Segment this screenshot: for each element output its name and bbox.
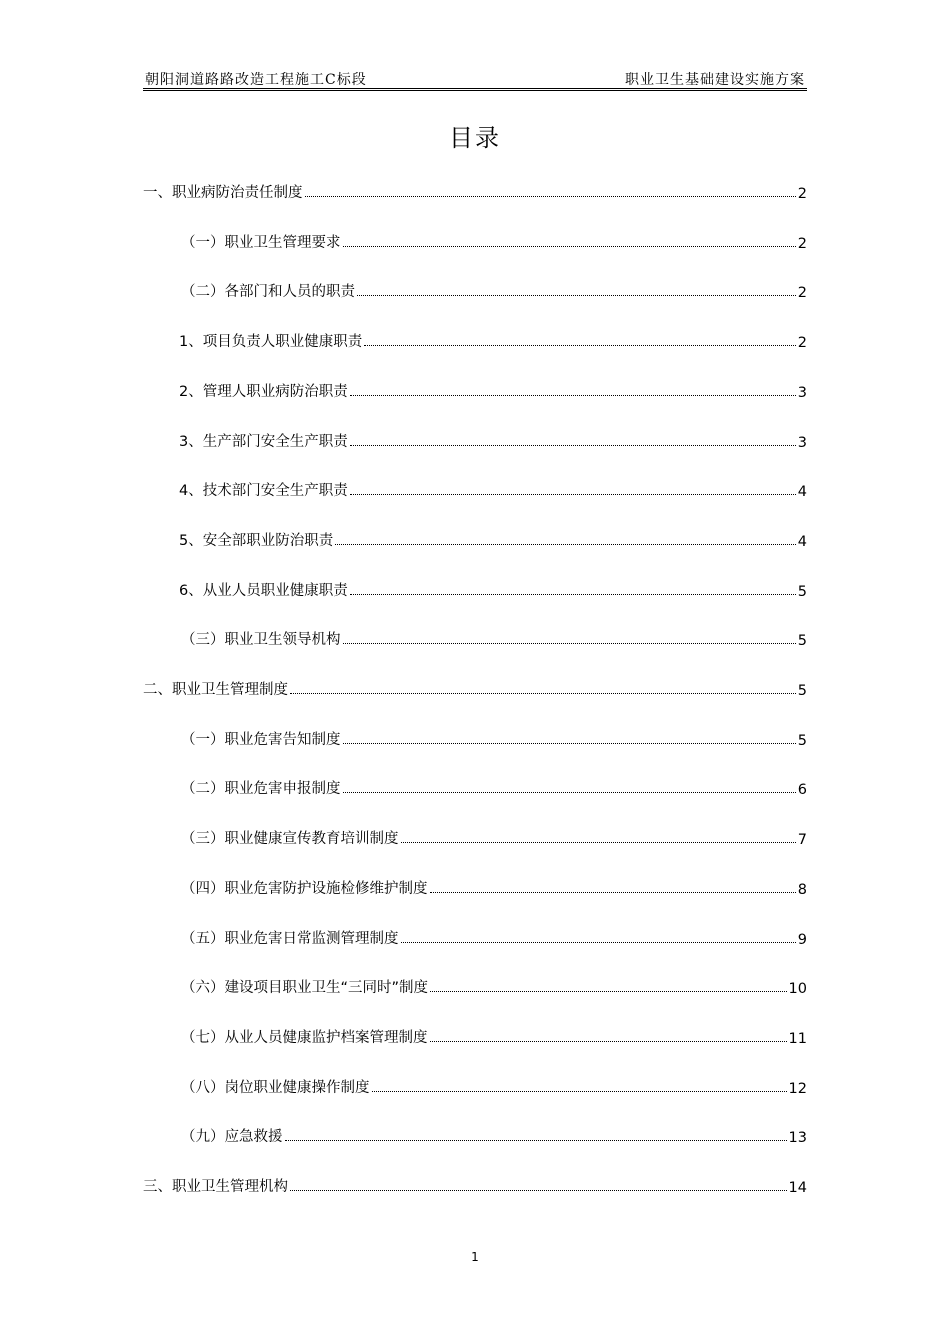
toc-dot-leader [343, 643, 796, 644]
toc-entry-title: （一）职业卫生管理要求 [181, 234, 341, 251]
header-project-name: 朝阳洞道路路改造工程施工C标段 [145, 72, 367, 88]
toc-entry[interactable] [143, 1067, 807, 1097]
toc-entry-title: 1、项目负责人职业健康职责 [179, 334, 363, 351]
toc-entry-title: （五）职业危害日常监测管理制度 [181, 930, 399, 947]
toc-entry-title: 2、管理人职业病防治职责 [179, 383, 348, 400]
toc-entry-title: （一）职业危害告知制度 [181, 731, 341, 748]
toc-dot-leader [305, 196, 796, 197]
toc-entry-page: 5 [797, 583, 807, 600]
toc-entry-page: 5 [797, 683, 807, 699]
toc-dot-leader [350, 494, 796, 495]
toc-entry-page: 8 [797, 881, 807, 898]
header-document-name: 职业卫生基础建设实施方案 [625, 72, 805, 88]
page-number: 1 [471, 1250, 479, 1264]
toc-entry-title: （四）职业危害防护设施检修维护制度 [181, 880, 428, 897]
toc-dot-leader [350, 594, 796, 595]
toc-dot-leader [364, 345, 796, 346]
toc-entry-page: 3 [797, 434, 807, 451]
toc-entry-page: 5 [797, 732, 807, 749]
toc-entry-title: 一、职业病防治责任制度 [143, 185, 303, 201]
toc-entry-page: 7 [797, 832, 807, 849]
toc-entry-title: （七）从业人员健康监护档案管理制度 [181, 1029, 428, 1046]
toc-entry[interactable] [143, 271, 807, 301]
toc-entry-title: （六）建设项目职业卫生“三同时”制度 [181, 980, 429, 997]
toc-entry[interactable] [143, 1017, 807, 1047]
toc-entry-page: 4 [797, 533, 807, 550]
toc-entry[interactable] [143, 321, 807, 351]
toc-entry[interactable] [143, 421, 807, 451]
toc-entry[interactable] [143, 868, 807, 898]
toc-dot-leader [343, 792, 796, 793]
toc-entry[interactable] [143, 222, 807, 252]
toc-entry-title: 三、职业卫生管理机构 [143, 1179, 288, 1195]
toc-entry[interactable] [143, 719, 807, 749]
toc-entry-title: （二）职业危害申报制度 [181, 781, 341, 798]
toc-entry[interactable] [143, 520, 807, 550]
toc-dot-leader [350, 395, 796, 396]
page-header [143, 66, 807, 91]
toc-entry-page: 4 [797, 484, 807, 501]
toc-entry-page: 6 [797, 782, 807, 799]
toc-entry-title: （三）职业健康宣传教育培训制度 [181, 831, 399, 848]
toc-entry-page: 2 [797, 335, 807, 352]
toc-entry-page: 2 [797, 186, 807, 202]
toc-entry[interactable] [143, 172, 807, 202]
toc-entry-page: 2 [797, 235, 807, 252]
toc-entry[interactable] [143, 669, 807, 699]
toc-dot-leader [430, 991, 787, 992]
toc-dot-leader [285, 1140, 787, 1141]
toc-dot-leader [357, 295, 796, 296]
toc-entry[interactable] [143, 570, 807, 600]
toc-entry-page: 12 [788, 1080, 807, 1097]
toc-entry-page: 2 [797, 285, 807, 302]
toc-entry[interactable] [143, 470, 807, 500]
toc-entry-page: 10 [788, 981, 807, 998]
toc-entry-page: 5 [797, 633, 807, 650]
toc-entry-page: 3 [797, 384, 807, 401]
toc-entry-page: 14 [788, 1180, 807, 1196]
toc-dot-leader [335, 544, 796, 545]
toc-dot-leader [372, 1091, 787, 1092]
toc-entry[interactable] [143, 1166, 807, 1196]
toc-entry[interactable] [143, 967, 807, 997]
page-title: 目录 [449, 124, 501, 152]
toc-entry-title: 4、技术部门安全生产职责 [179, 483, 348, 500]
toc-entry-title: 6、从业人员职业健康职责 [179, 582, 348, 599]
toc-dot-leader [343, 246, 796, 247]
toc-entry[interactable] [143, 818, 807, 848]
toc-dot-leader [401, 942, 796, 943]
toc-entry[interactable] [143, 619, 807, 649]
toc-entry-title: （三）职业卫生领导机构 [181, 632, 341, 649]
toc-entry-page: 9 [797, 931, 807, 948]
toc-entry[interactable] [143, 918, 807, 948]
toc-dot-leader [401, 842, 796, 843]
toc-entry[interactable] [143, 1116, 807, 1146]
toc-entry-title: （九）应急救援 [181, 1129, 283, 1146]
toc-entry-title: （二）各部门和人员的职责 [181, 284, 355, 301]
toc-entry-title: 3、生产部门安全生产职责 [179, 433, 348, 450]
toc-entry-page: 13 [788, 1130, 807, 1147]
toc-dot-leader [343, 743, 796, 744]
toc-entry-page: 11 [788, 1030, 807, 1047]
toc-entry-title: 5、安全部职业防治职责 [179, 532, 334, 549]
toc-dot-leader [290, 1190, 787, 1191]
toc-entry[interactable] [143, 768, 807, 798]
toc-dot-leader [290, 693, 796, 694]
toc-entry-title: （八）岗位职业健康操作制度 [181, 1079, 370, 1096]
toc-dot-leader [430, 1041, 787, 1042]
toc-dot-leader [430, 892, 796, 893]
toc-entry-title: 二、职业卫生管理制度 [143, 682, 288, 698]
toc-dot-leader [350, 445, 796, 446]
toc-entry[interactable] [143, 371, 807, 401]
